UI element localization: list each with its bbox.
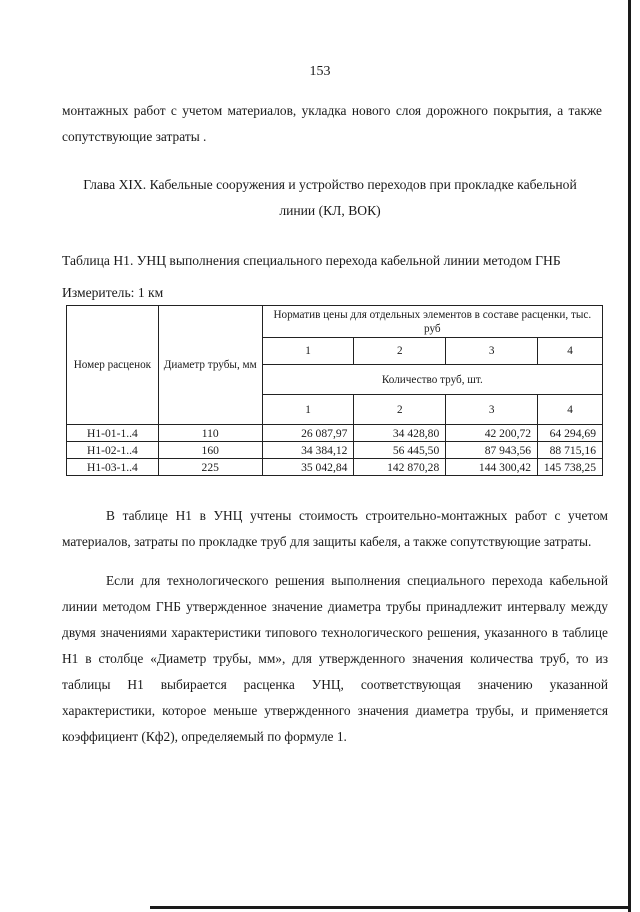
header-pipe-count: 4 [538,395,603,425]
cell-value: 26 087,97 [262,425,354,442]
page-number: 153 [309,64,331,79]
cell-code: Н1-03-1..4 [67,459,159,476]
intro-paragraph: монтажных работ с учетом материалов, укладка нового слоя дорожного покрытия, а также сопутствующие затраты . [62,103,602,144]
paragraph-2: В таблице Н1 в УНЦ учтены стоимость строительно-монтажных работ с учетом материалов, затраты по прокладке труб для защиты кабеля, а также сопутствующие затраты. [62,508,608,549]
page-edge-bottom [150,906,630,909]
cell-value: 56 445,50 [354,442,446,459]
chapter-heading [62,172,598,224]
cell-diameter: 160 [158,442,262,459]
chapter-heading-line-2: линии (КЛ, ВОК) [279,203,381,218]
cell-value: 144 300,42 [446,459,538,476]
header-code: Номер расценок [67,306,159,425]
cell-diameter: 110 [158,425,262,442]
page-edge-right [628,0,631,912]
chapter-heading-line-1: Глава XIX. Кабельные сооружения и устройство переходов при прокладке кабельной [83,177,577,192]
cell-value: 34 384,12 [262,442,354,459]
cell-value: 64 294,69 [538,425,603,442]
cell-value: 35 042,84 [262,459,354,476]
header-diameter: Диаметр трубы, мм [158,306,262,425]
header-pipe-count: 2 [354,395,446,425]
cell-value: 87 943,56 [446,442,538,459]
cell-code: Н1-02-1..4 [67,442,159,459]
cell-diameter: 225 [158,459,262,476]
header-element-number: 1 [262,338,354,365]
cell-value: 145 738,25 [538,459,603,476]
cell-value: 88 715,16 [538,442,603,459]
price-table [66,305,603,476]
header-element-number: 4 [538,338,603,365]
paragraph-3: Если для технологического решения выполнения специального перехода кабельной линии методом ГНБ утвержденное значение диаметра трубы принадлежит интервалу между двумя значениями характеристики типового технологического решения, указанного в таблице Н1 в столбце «Диаметр трубы, мм», для утвержденного значения количества труб, то из таблицы Н1 выбирается расценка УНЦ, соответствующая значению указанной характеристики, которое меньше утвержденного значения диаметра трубы, и применяется коэффициент (Кф2), определяемый по формуле 1. [62,573,608,744]
table-row [67,442,603,459]
table-row [67,425,603,442]
header-element-number: 2 [354,338,446,365]
header-pipe-count: 3 [446,395,538,425]
header-element-number: 3 [446,338,538,365]
header-norm: Норматив цены для отдельных элементов в составе расценки, тыс. руб [262,306,602,338]
table-title: Таблица Н1. УНЦ выполнения специального перехода кабельной линии методом ГНБ [62,253,561,268]
header-pipe-count: 1 [262,395,354,425]
cell-value: 42 200,72 [446,425,538,442]
table-unit: Измеритель: 1 км [62,285,164,300]
cell-value: 142 870,28 [354,459,446,476]
header-pipe-count-label: Количество труб, шт. [262,365,602,395]
table-row [67,459,603,476]
cell-value: 34 428,80 [354,425,446,442]
cell-code: Н1-01-1..4 [67,425,159,442]
